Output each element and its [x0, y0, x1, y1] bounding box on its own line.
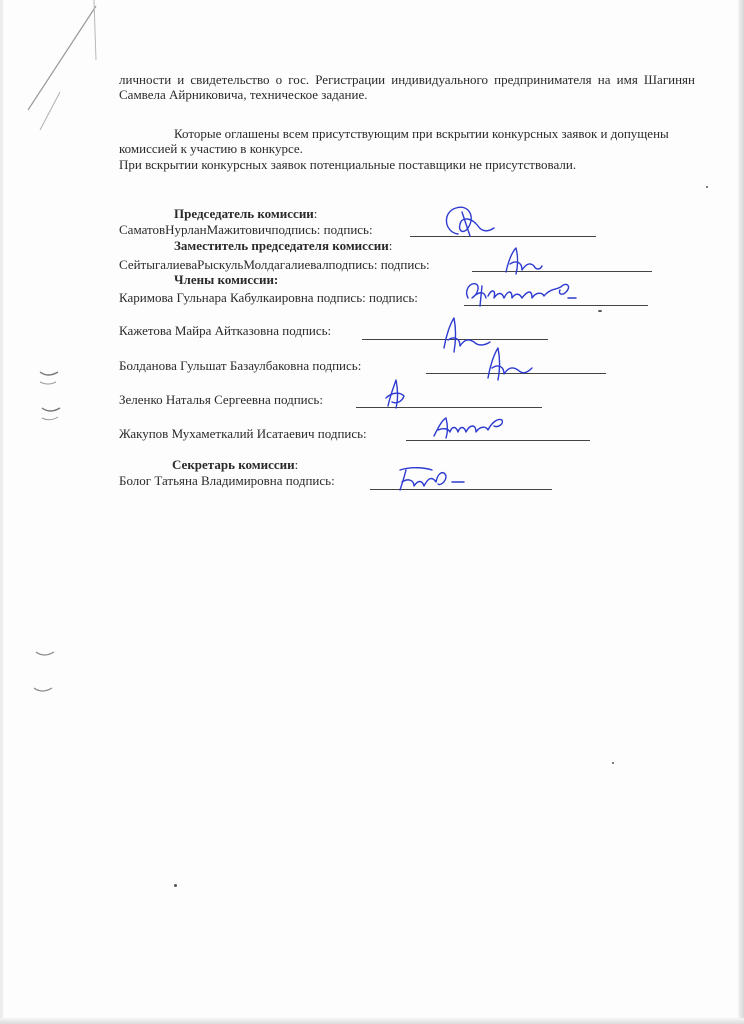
member-4-signature	[378, 376, 414, 412]
chair-line: СаматовНурланМажитовичподпись: подпись:	[119, 222, 373, 237]
deputy-heading: Заместитель председателя комиссии:	[174, 238, 393, 253]
chair-heading: Председатель комиссии:	[174, 206, 318, 221]
member-line-2: Кажетова Майра Айтказовна подпись:	[119, 323, 332, 338]
paragraph-announced: Которые оглашены всем присутствующим при вскрытии конкурсных заявок и допущены комиссией к участию в конкурсе.	[119, 126, 669, 156]
deputy-signature	[496, 244, 546, 278]
member-line-3: Болданова Гульшат Базаулбаковна подпись:	[119, 358, 362, 373]
secretary-line: Болог Татьяна Владимировна подпись:	[119, 473, 335, 488]
member-line-5: Жакупов Мухаметкалий Исатаевич подпись:	[119, 426, 367, 441]
members-heading: Члены комиссии:	[174, 272, 279, 287]
scan-speck	[612, 762, 614, 764]
member-1-signature	[462, 276, 582, 312]
scan-speck	[598, 310, 602, 312]
scan-speck	[174, 884, 177, 887]
member-5-signature	[428, 410, 508, 444]
member-3-signature	[478, 344, 538, 384]
secretary-signature	[392, 462, 472, 496]
paragraph-documents: личности и свидетельство о гос. Регистрации индивидуального предпринимателя на имя Шагинян Самвела Айрниковича, техническое задание.	[119, 72, 695, 102]
chair-signature	[438, 202, 498, 244]
scan-speck	[706, 186, 708, 188]
member-line-1: Каримова Гульнара Кабулкаировна подпись: подпись:	[119, 290, 418, 305]
deputy-line: СейтыгалиеваРыскульМолдагалиевалподпись: подпись:	[119, 257, 430, 272]
secretary-heading: Секретарь комиссии:	[172, 457, 299, 472]
member-line-4: Зеленко Наталья Сергеевна подпись:	[119, 392, 323, 407]
paragraph-suppliers-absent: При вскрытии конкурсных заявок потенциальные поставщики не присутствовали.	[119, 157, 577, 172]
